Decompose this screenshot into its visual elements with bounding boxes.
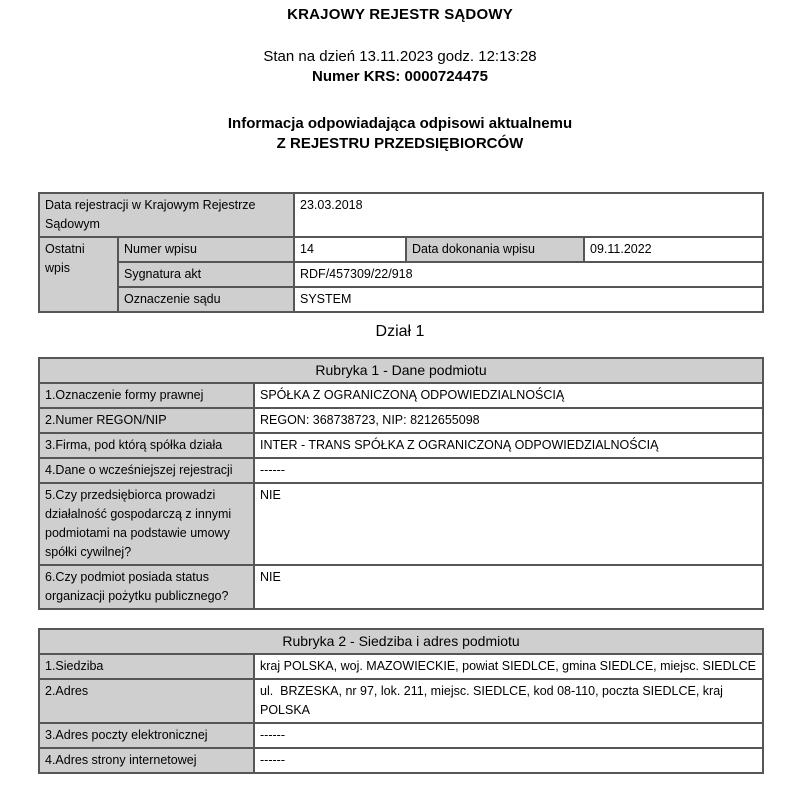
- info-line-2: Z REJESTRU PRZEDSIĘBIORCÓW: [276, 135, 524, 152]
- krs-number-line: Numer KRS: 0000724475: [312, 68, 488, 85]
- table-header-row: [39, 629, 763, 654]
- table-row: [39, 723, 763, 748]
- row-value: REGON: 368738723, NIP: 8212655098: [254, 408, 763, 433]
- rubryka-1-table: [38, 357, 764, 610]
- row-value: ------: [254, 458, 763, 483]
- registration-table: [38, 192, 764, 313]
- table-row: [39, 383, 763, 408]
- krs-document-page: [38, 0, 762, 787]
- rubryka-2-table: [38, 628, 764, 774]
- info-block: [38, 114, 762, 154]
- numer-wpisu-label: Numer wpisu: [118, 237, 294, 262]
- table-row: [39, 237, 763, 262]
- dzial-1-heading: Dział 1: [375, 323, 425, 340]
- status-block: [38, 47, 762, 87]
- document-header: [38, 6, 762, 154]
- row-value: INTER - TRANS SPÓŁKA Z OGRANICZONĄ ODPOWIEDZIALNOŚCIĄ: [254, 433, 763, 458]
- table-header-row: [39, 358, 763, 383]
- row-label: 2.Adres: [39, 679, 254, 723]
- row-label: 1.Oznaczenie formy prawnej: [39, 383, 254, 408]
- row-value: NIE: [254, 565, 763, 609]
- row-label: 4.Adres strony internetowej: [39, 748, 254, 773]
- table-row: [39, 679, 763, 723]
- row-label: 1.Siedziba: [39, 654, 254, 679]
- row-label: 5.Czy przedsiębiorca prowadzi działalność gospodarczą z innymi podmiotami na podstawie umowy spółki cywilnej?: [39, 483, 254, 565]
- status-date-line: Stan na dzień 13.11.2023 godz. 12:13:28: [263, 48, 537, 65]
- reg-date-value: 23.03.2018: [294, 193, 763, 237]
- table-row: [39, 654, 763, 679]
- row-value: ------: [254, 748, 763, 773]
- table-row: [39, 458, 763, 483]
- data-dokonania-label: Data dokonania wpisu: [406, 237, 584, 262]
- sygnatura-value: RDF/457309/22/918: [294, 262, 763, 287]
- row-label: 4.Dane o wcześniejszej rejestracji: [39, 458, 254, 483]
- row-label: 6.Czy podmiot posiada status organizacji pożytku publicznego?: [39, 565, 254, 609]
- reg-date-label: Data rejestracji w Krajowym Rejestrze Sądowym: [39, 193, 294, 237]
- table-row: [39, 433, 763, 458]
- oznaczenie-sadu-label: Oznaczenie sądu: [118, 287, 294, 312]
- row-value: SPÓŁKA Z OGRANICZONĄ ODPOWIEDZIALNOŚCIĄ: [254, 383, 763, 408]
- row-label: 2.Numer REGON/NIP: [39, 408, 254, 433]
- info-line-1: Informacja odpowiadająca odpisowi aktualnemu: [227, 115, 573, 132]
- row-value: kraj POLSKA, woj. MAZOWIECKIE, powiat SIEDLCE, gmina SIEDLCE, miejsc. SIEDLCE: [254, 654, 763, 679]
- ostatni-wpis-label: Ostatni wpis: [39, 237, 118, 312]
- row-label: 3.Firma, pod którą spółka działa: [39, 433, 254, 458]
- table-row: [39, 262, 763, 287]
- data-dokonania-value: 09.11.2022: [584, 237, 763, 262]
- table-row: [39, 287, 763, 312]
- numer-wpisu-value: 14: [294, 237, 406, 262]
- table-row: [39, 565, 763, 609]
- sygnatura-label: Sygnatura akt: [118, 262, 294, 287]
- row-label: 3.Adres poczty elektronicznej: [39, 723, 254, 748]
- table-row: [39, 748, 763, 773]
- table-row: [39, 193, 763, 237]
- row-value: NIE: [254, 483, 763, 565]
- oznaczenie-sadu-value: SYSTEM: [294, 287, 763, 312]
- registry-title: KRAJOWY REJESTR SĄDOWY: [287, 6, 513, 23]
- row-value: ul. BRZESKA, nr 97, lok. 211, miejsc. SIEDLCE, kod 08-110, poczta SIEDLCE, kraj POLSKA: [254, 679, 763, 723]
- table-row: [39, 408, 763, 433]
- rubryka-2-title: Rubryka 2 - Siedziba i adres podmiotu: [39, 629, 763, 654]
- rubryka-1-title: Rubryka 1 - Dane podmiotu: [39, 358, 763, 383]
- row-value: ------: [254, 723, 763, 748]
- table-row: [39, 483, 763, 565]
